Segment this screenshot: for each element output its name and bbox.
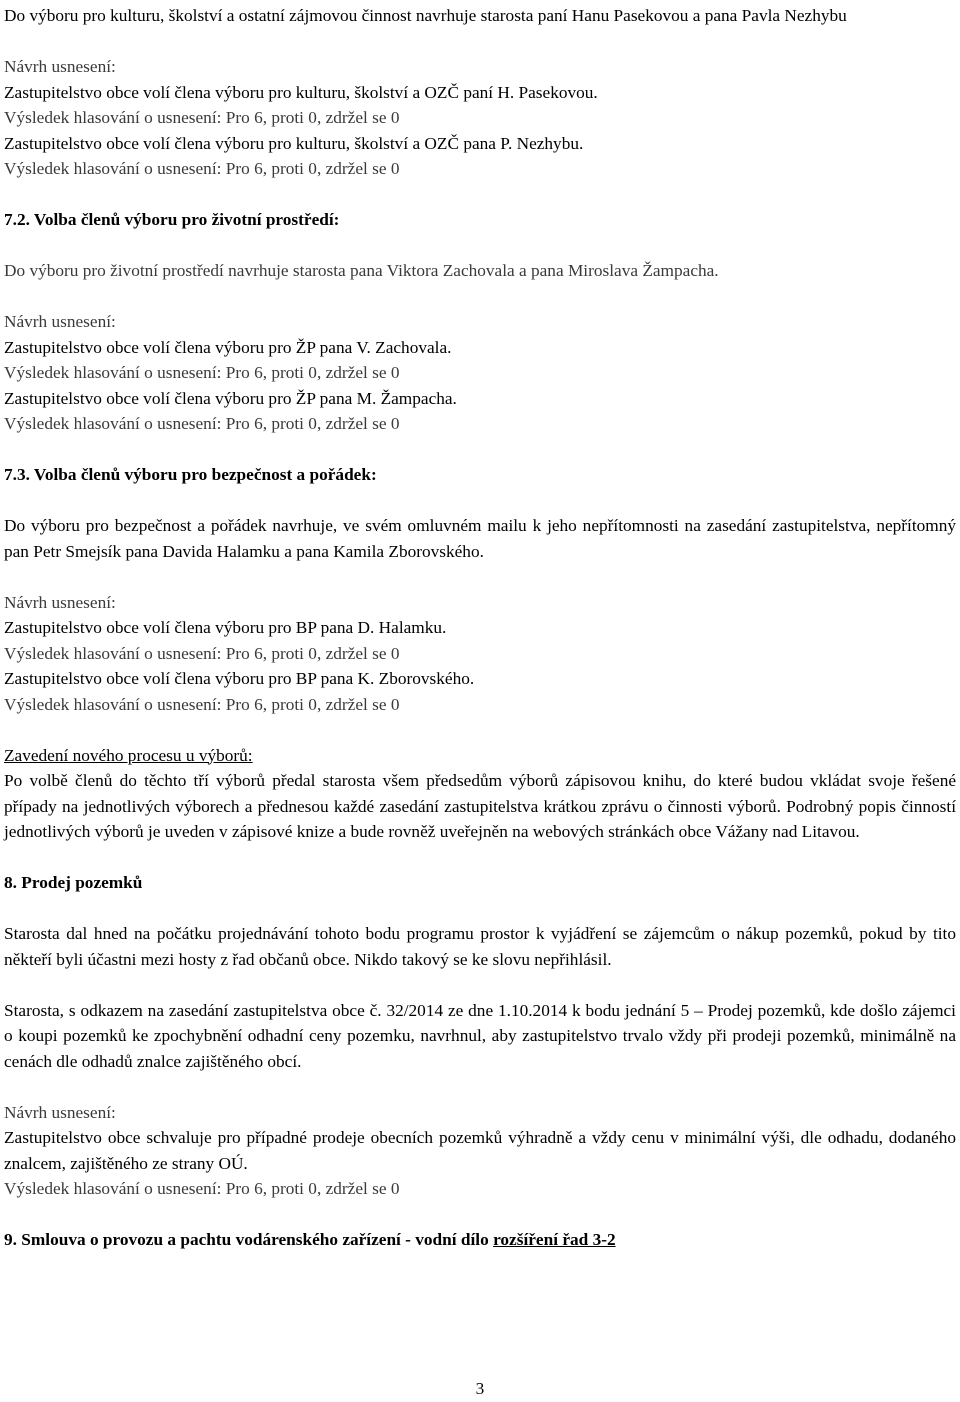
process-paragraph: Po volbě členů do těchto tří výborů předal starosta všem předsedům výborů zápisovou knihu, do které budou vkládat svoje řešené případy na jednotlivých výborech a přednesou každé zasedání zastupitelstva krátkou zprávu o činnosti výborů. Podrobný popis činností jednotlivých výborů je uveden v zápisové knize a bude rovněž uveřejněn na webových stránkách obce Vážany nad Litavou. [4,771,956,841]
vote-result: Výsledek hlasování o usnesení: Pro 6, proti 0, zdržel se 0 [4,643,400,663]
resolution-text: Zastupitelstvo obce volí člena výboru pro kulturu, školství a OZČ paní H. Pasekovou. [4,82,598,102]
resolution-label: Návrh usnesení: [4,312,116,331]
process-heading: Zavedení nového procesu u výborů: [4,745,253,765]
section-paragraph: Starosta, s odkazem na zasedání zastupitelstva obce č. 32/2014 ze dne 1.10.2014 k bodu jednání 5 – Prodej pozemků, kde došlo zájemci o koupi pozemků ke zpochybnění odhadní ceny pozemku, navrhnul, aby zastupitelstvo trvalo vždy při prodeji pozemků, minimálně na cenách dle odhadů znalce zajištěného obcí. [4,1000,956,1071]
vote-result: Výsledek hlasování o usnesení: Pro 6, proti 0, zdržel se 0 [4,159,400,178]
section-heading-9-prefix: 9. Smlouva o provozu a pachtu vodárenského zařízení - vodní dílo [4,1230,494,1249]
vote-result: Výsledek hlasování o usnesení: Pro 6, proti 0, zdržel se 0 [4,363,400,382]
resolution-label: Návrh usnesení: [4,592,116,612]
intro-paragraph: Do výboru pro kulturu, školství a ostatní zájmovou činnost navrhuje starosta paní Hanu Pasekovou a pana Pavla Nezhybu [4,6,847,25]
page-number: 3 [475,1379,485,1398]
section-heading-7-2: 7.2. Volba členů výboru pro životní prostředí: [4,210,340,229]
resolution-label: Návrh usnesení: [4,57,116,76]
resolution-text: Zastupitelstvo obce schvaluje pro případné prodeje obecních pozemků výhradně a vždy cenu v minimální výši, dle odhadu, dodaného znalcem, zajištěného ze strany OÚ. [4,1128,956,1173]
document-page [4,3,956,1253]
resolution-text: Zastupitelstvo obce volí člena výboru pro BP pana D. Halamku. [4,618,447,637]
vote-result: Výsledek hlasování o usnesení: Pro 6, proti 0, zdržel se 0 [4,694,400,714]
vote-result: Výsledek hlasování o usnesení: Pro 6, proti 0, zdržel se 0 [4,108,400,127]
resolution-text: Zastupitelstvo obce volí člena výboru pro kulturu, školství a OZČ pana P. Nezhybu. [4,133,584,153]
vote-result: Výsledek hlasování o usnesení: Pro 6, proti 0, zdržel se 0 [4,1179,400,1198]
section-paragraph: Do výboru pro bezpečnost a pořádek navrhuje, ve svém omluvném mailu k jeho nepřítomnosti na zasedání zastupitelstva, nepřítomný pan Petr Smejsík pana Davida Halamku a pana Kamila Zborovského. [4,516,956,561]
vote-result: Výsledek hlasování o usnesení: Pro 6, proti 0, zdržel se 0 [4,414,400,433]
resolution-text: Zastupitelstvo obce volí člena výboru pro ŽP pana V. Zachovala. [4,337,452,357]
section-paragraph: Do výboru pro životní prostředí navrhuje starosta pana Viktora Zachovala a pana Miroslava Žampacha. [4,261,719,280]
section-heading-8: 8. Prodej pozemků [4,873,143,892]
section-heading-7-3: 7.3. Volba členů výboru pro bezpečnost a pořádek: [4,465,377,484]
resolution-text: Zastupitelstvo obce volí člena výboru pro BP pana K. Zborovského. [4,669,475,688]
resolution-label: Návrh usnesení: [4,1102,116,1122]
section-heading-9 [4,1227,956,1253]
section-paragraph: Starosta dal hned na počátku projednávání tohoto bodu programu prostor k vyjádření se zájemcům o nákup pozemků, pokud by tito někteří byli účastni mezi hosty z řad občanů obce. Nikdo takový se ke slovu nepřihlásil. [4,924,956,969]
resolution-text: Zastupitelstvo obce volí člena výboru pro ŽP pana M. Žampacha. [4,388,457,408]
section-heading-9-underlined: rozšíření řad 3-2 [493,1230,616,1249]
